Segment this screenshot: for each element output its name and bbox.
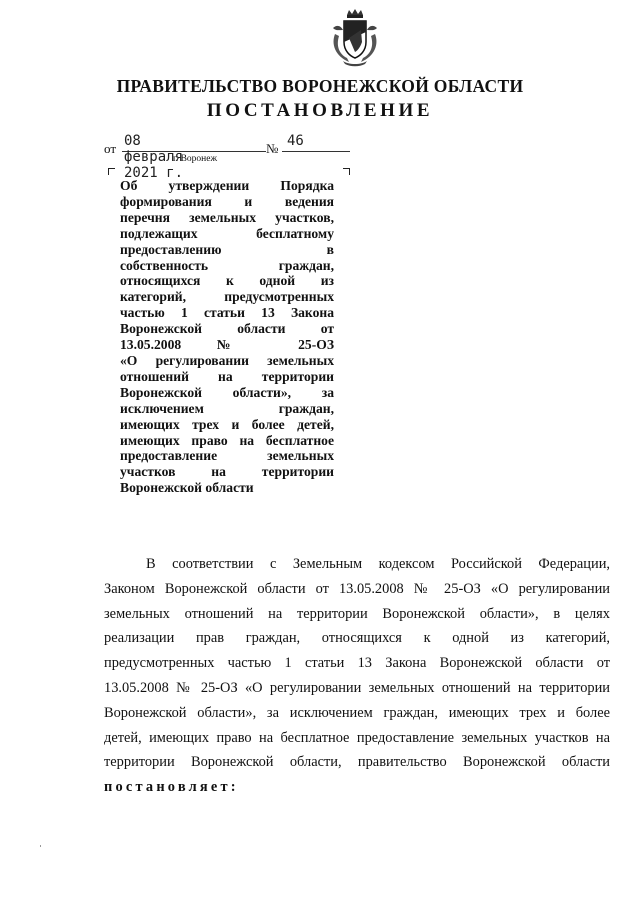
subject-line: перечня земельных участков,	[120, 209, 334, 225]
document-type-title: ПОСТАНОВЛЕНИЕ	[206, 100, 434, 121]
document-date: 08 февраля 2021 г.	[124, 133, 184, 181]
subject-line: имеющих право на бесплатное	[120, 432, 334, 448]
organization-title: ПРАВИТЕЛЬСТВО ВОРОНЕЖСКОЙ ОБЛАСТИ	[116, 76, 524, 96]
body-line: предусмотренных частью 1 статьи 13 Закона Воронежской области от	[104, 655, 610, 672]
subject-line: исключением граждан,	[120, 400, 334, 416]
document-number: 46	[287, 133, 304, 149]
subject-line: категорий, предусмотренных	[120, 289, 334, 305]
subject-line: участков на территории	[120, 464, 334, 480]
subject-line: Воронежской области от	[120, 321, 334, 337]
subject-line: Воронежской области», за	[120, 384, 334, 400]
scan-speck	[40, 845, 41, 847]
subject-line: предоставление земельных	[120, 448, 334, 464]
date-from-label: от	[104, 141, 117, 156]
body-line: 13.05.2008 № 25-ОЗ «О регулировании земельных отношений на территории	[104, 679, 610, 696]
subject-line: «О регулировании земельных	[120, 352, 334, 368]
subject-line: частью 1 статьи 13 Закона	[120, 305, 334, 321]
subject-line: 13.05.2008 № 25-ОЗ	[120, 337, 334, 353]
subject-line: формирования и ведения	[120, 193, 334, 209]
subject-line: Воронежской области	[120, 480, 254, 496]
subject-line: имеющих трех и более детей,	[120, 416, 334, 432]
body-line: земельных отношений на территории Воронежской области», в целях	[104, 605, 610, 622]
resolves-keyword: постановляет:	[104, 779, 239, 796]
subject-line: относящихся к одной из	[120, 273, 334, 289]
document-subject	[120, 178, 334, 496]
body-line: В соответствии с Земельным кодексом Российской Федерации,	[146, 556, 610, 572]
subject-line: предоставлению в	[120, 241, 334, 257]
coat-of-arms-emblem	[327, 8, 383, 68]
corner-bracket-right	[343, 168, 350, 175]
body-line: реализации прав граждан, относящихся к одной из категорий,	[104, 630, 610, 647]
subject-line: подлежащих бесплатному	[120, 225, 334, 241]
subject-line: Об утверждении Порядка	[120, 178, 334, 193]
number-label: №	[266, 141, 279, 156]
preamble-paragraph	[104, 552, 610, 800]
corner-bracket-left	[108, 168, 115, 175]
subject-line: отношений на территории	[120, 368, 334, 384]
body-line: детей, имеющих право на бесплатное предоставление земельных участков на	[104, 729, 610, 746]
city-label: г. Воронеж	[173, 154, 218, 164]
number-underline	[282, 151, 350, 152]
subject-line: собственность граждан,	[120, 257, 334, 273]
body-line: Законом Воронежской области от 13.05.2008 № 25-ОЗ «О регулировании	[104, 580, 610, 597]
body-line: Воронежской области», за исключением граждан, имеющих трех и более	[104, 704, 610, 721]
body-line: территории Воронежской области, правительство Воронежской области	[104, 754, 610, 771]
